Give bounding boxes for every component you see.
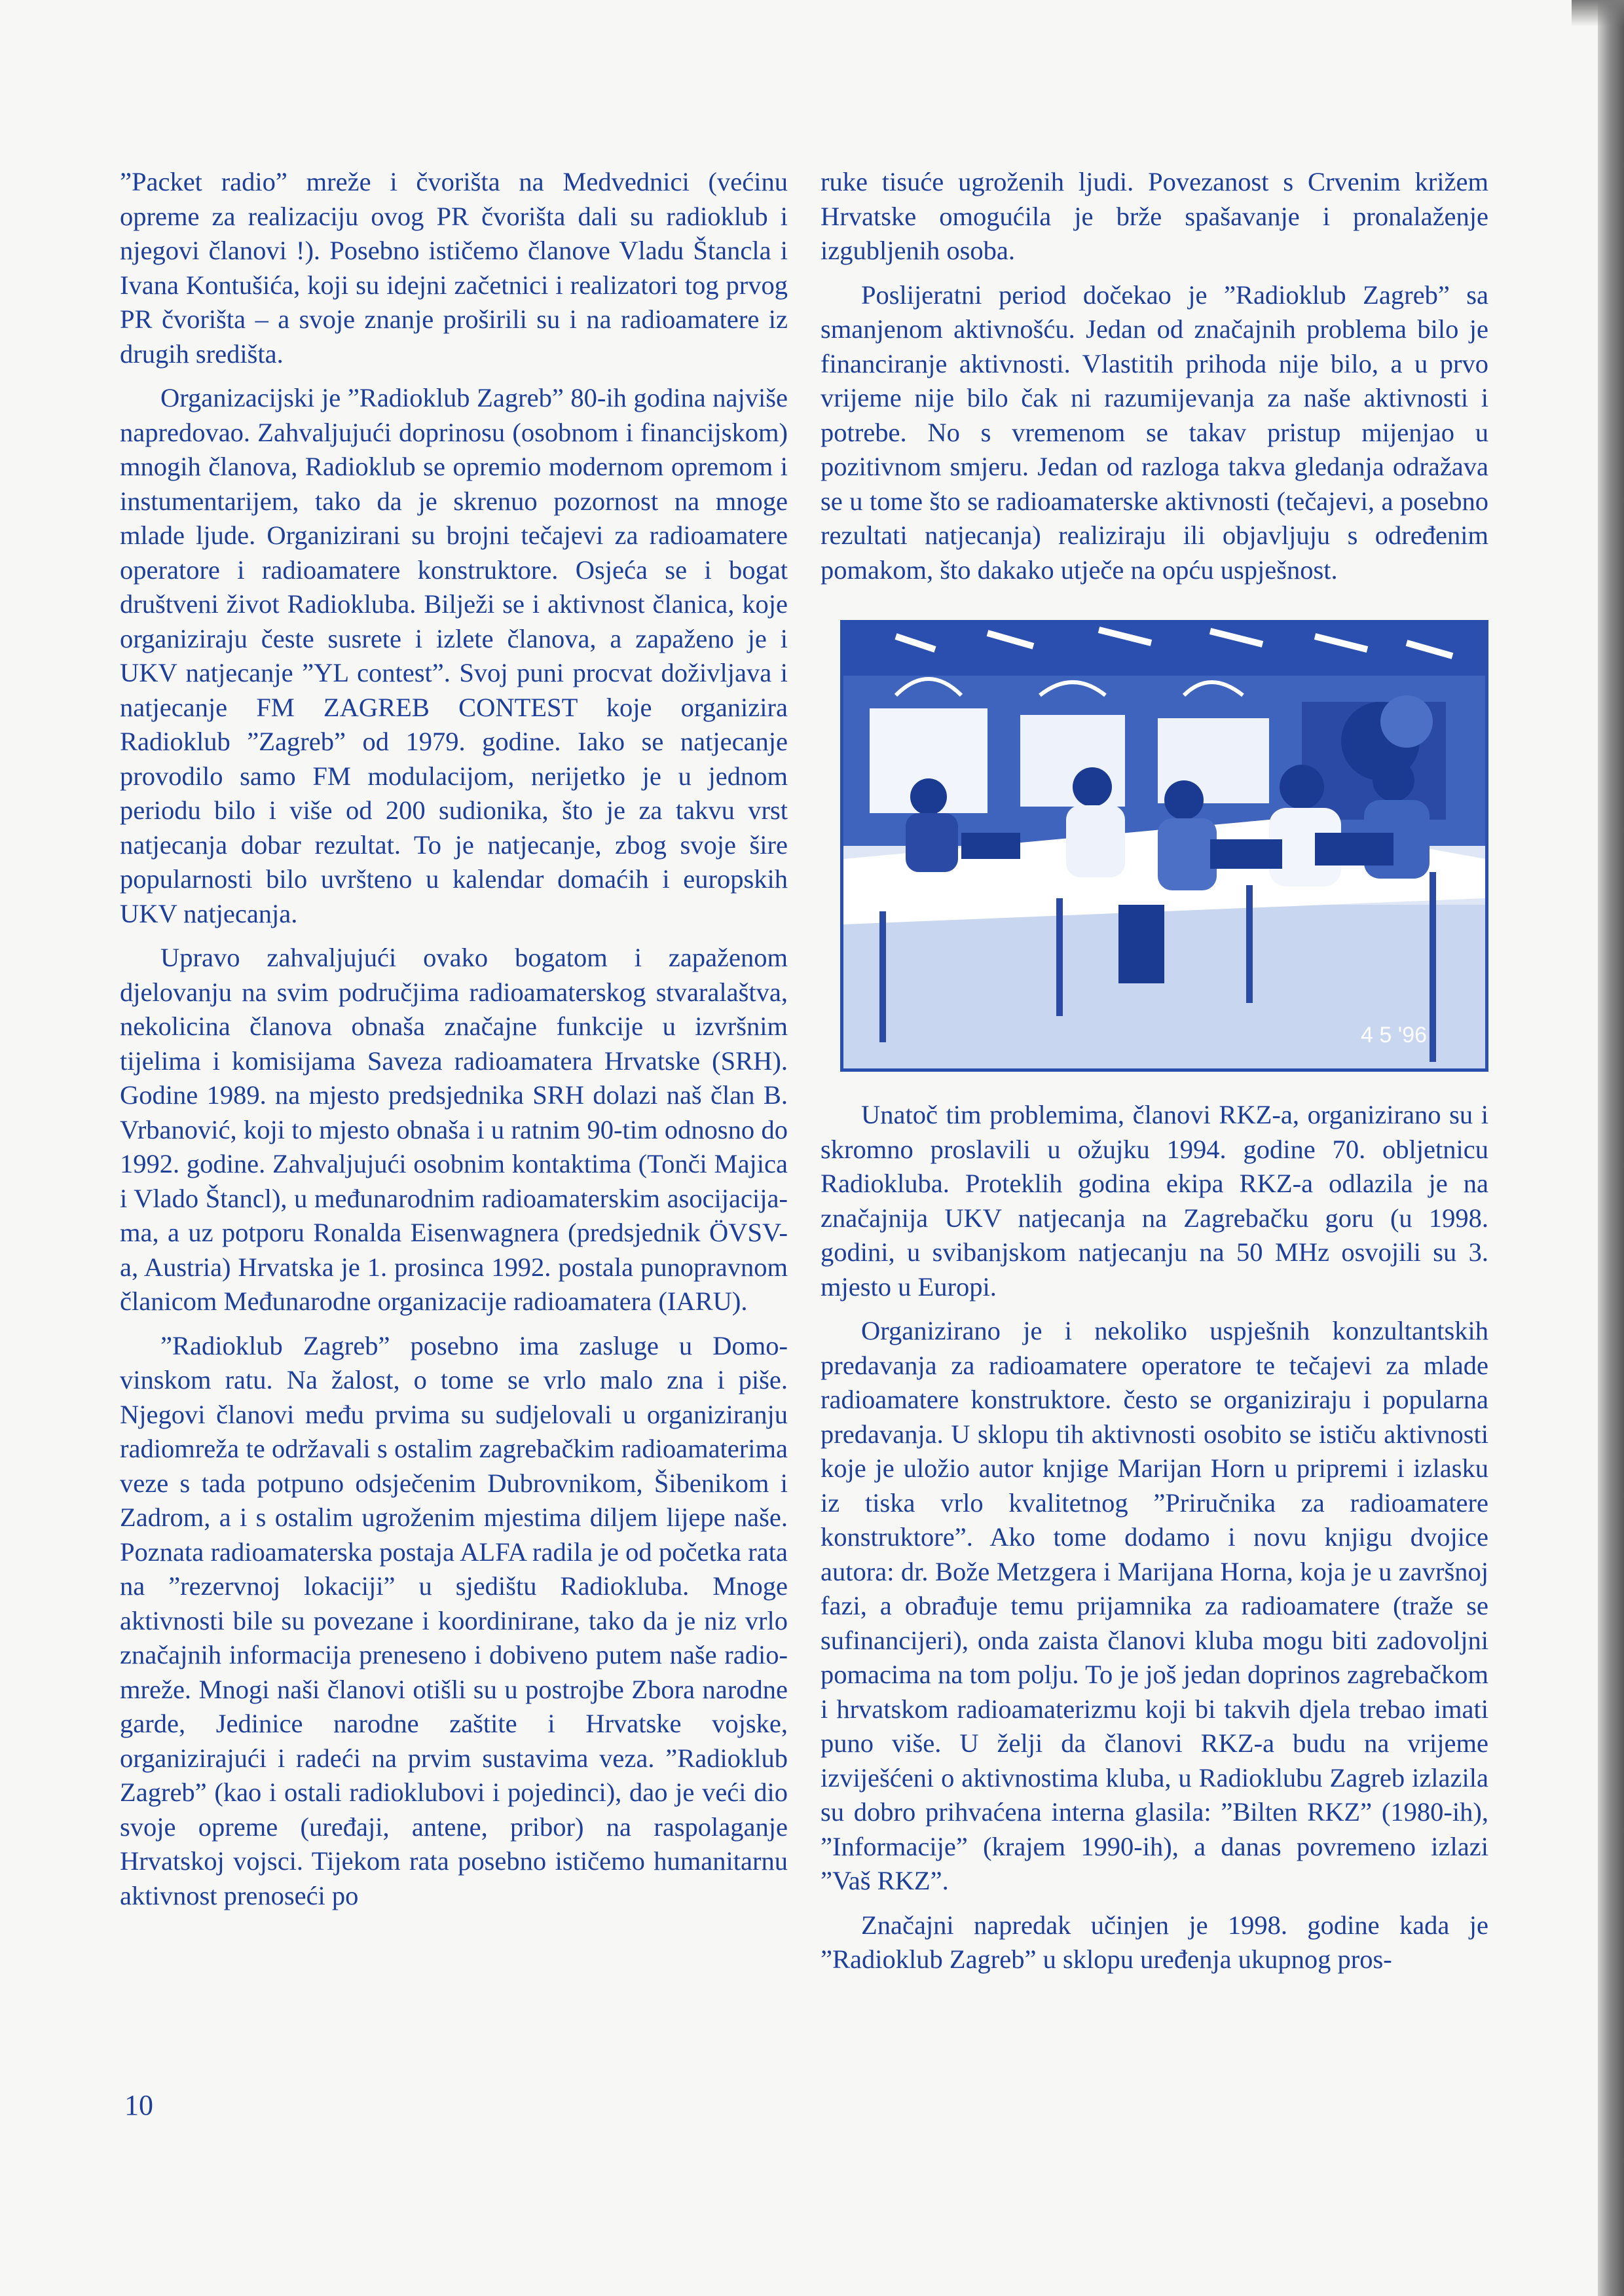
page-edge-shadow <box>1598 0 1624 2296</box>
person-body <box>1066 805 1125 877</box>
paragraph: Značajni napredak učinjen je 1998. godine kada je ”Radioklub Zagreb” u sklopu uređenja ukupnog pros- <box>821 1910 1488 1974</box>
paragraph: Organizirano je i nekoliko uspješnih konzultantskih predavanja za radioamatere operatore te tečajevi za mlade radioamatere konstruktore. često se organiziraju i popularna predavanja. U sklopu tih aktivnosti osobito se ističu aktivnosti koje je uložio autor knjige Marijan Horn u pripremi i izlasku iz tiska vrlo kvalitetnog ”Priručnika za radioamatere konstruktore”. Ako tome dodamo i novu knjigu dvojice autora: dr. Bože Metzgera i Marijana Horna, koja je u završnoj fazi, a obrađuje temu prijamnika za radioamatere (traže se sufinancijeri), onda zaista članovi kluba mogu biti zadovoljni pomacima na tom polju. To je još jedan doprinos zagrebačkom i hrvatskom radioamaterizmu koji bi takvih djela trebao imati puno više. U želji da članovi RKZ-a budu na vrijeme izviješćeni o aktivnostima kluba, u Radioklubu Zagreb izlazila su dobro prihvaćena interna glasila: ”Bilten RKZ” (1980-ih), ”Informacije” (krajem 1990-ih), a danas povremeno izlazi ”Vaš RKZ”. <box>821 1316 1488 1895</box>
ceiling <box>843 623 1485 676</box>
radio-equipment <box>961 833 1020 859</box>
right-text-column <box>821 165 1488 1987</box>
page-corner-shadow <box>1572 0 1624 26</box>
radio-club-photo <box>840 620 1488 1072</box>
person-head <box>1373 759 1414 801</box>
paragraph: ”Packet radio” mreže i čvorišta na Medvednici (većinu opreme za realizaciju ovog PR čvorišta dali su radioklub i njegovi članovi !). Posebno ističemo članove Vladu Štancla i Ivana Kontušića, koji su idejni začetnici i realizatori tog prvog PR čvorišta – a svoje znanje proširili su i na radioamatere iz drugih središta. <box>120 167 788 369</box>
photo-block <box>821 620 1488 1072</box>
paragraph: ”Radioklub Zagreb” posebno ima zasluge u Domovinskom ratu. Na žalost, o tome se vrlo malo zna i piše. Njegovi članovi među prvima su sudjelovali u organiziranju radiomreža te održavali s ostalim zagrebačkim radioamaterima veze s tada potpuno odsječenim Dubrovnikom, Šibenikom i Zadrom, a i s ostalim ugroženim mjestima diljem lijepe naše. Poznata radioamaterska postaja ALFA radila je od početka rata na ”rezervnoj lokaciji” u sjedištu Radiokluba. Mnoge aktivnosti bile su povezane i koordinirane, tako da je niz vrlo značajnih informacija preneseno i dobiveno putem naše radiomreže. Mnogi naši članovi otišli su u postrojbe Zbora narodne garde, Jedinice narodne zaštite i Hrvatske vojske, organizirajući i radeći na prvim sustavima veza. ”Radioklub Zagreb” (kao i ostali radioklubovi i pojedinci), dao je veći dio svoje opreme (uređaji, antene, pribor) na raspolaganje Hrvatskoj vojsci. Tijekom rata posebno ističemo humanitarnu aktivnost prenoseći po <box>120 1330 788 1910</box>
person-body <box>906 813 958 872</box>
person-head <box>1073 767 1112 807</box>
person-head <box>910 778 947 815</box>
left-text-column <box>120 165 788 1923</box>
page-number: 10 <box>124 2089 153 2121</box>
person-head <box>1164 780 1204 820</box>
radio-equipment <box>1210 839 1282 869</box>
paragraph: Organizacijski je ”Radioklub Zagreb” 80-ih godina najviše napredovao. Zahvaljujući doprinosu (osobnom i financijskom) mnogih članova, Radioklub se opremio modernom opremom i instumentarijem, tako da je skrenuo pozornost na mnoge mlade ljude. Organizirani su brojni tečajevi za radioamatere operatore i radioamatere konstruktore. Osjeća se i bogat društveni život Radiokluba. Bilježi se i aktivnost članica, koje organiziraju česte susrete i izlete članova, a zapaženo je i UKV natjecanje ”YL contest”. Svoj puni procvat doživljava i natjecanje FM ZAGREB CONTEST koje organizira Radioklub ”Zagreb” od 1979. godine. Iako se natjecanje provodilo samo FM modulacijom, nerijetko je u jednom periodu bilo i više od 200 sudionika, što je za takvu vrst natjecanja dobar rezultat. To je natjecanje, zbog svoje šire popularnosti bilo uvršteno u kalendar domaćih i europskih UKV natjecanja. <box>120 383 788 928</box>
photo-date-stamp: 4 5 '96 <box>1361 1023 1428 1048</box>
plant <box>1380 695 1433 748</box>
photo-illustration <box>843 623 1485 1068</box>
paragraph: Unatoč tim problemima, članovi RKZ-a, organizirano su i skromno proslavili u ožujku 1994. godine 70. obljetnicu Radiokluba. Proteklih godina ekipa RKZ-a odlazila je na značajnija UKV natjecanja na Zagrebačku goru (u 1998. godini, u svibanjskom natjecanju na 50 MHz osvojili su 3. mjesto u Europi. <box>821 1100 1488 1302</box>
paragraph: Upravo zahvaljujući ovako bogatom i zapaženom djelovanju na svim područjima radioamaterskog stvaralaštva, nekolicina članova obnaša značajne funkcije u izvršnim tijelima i komisijama Saveza radioamatera Hrvatske (SRH). Godine 1989. na mjesto predsjednika SRH dolazi naš član B. Vrbanović, koji to mjesto obnaša i u ratnim 90-tim odnosno do 1992. godine. Zahvaljujući osobnim kontaktima (Tonči Majica i Vlado Štancl), u međunarodnim radioamaterskim asocijacijama, a uz potporu Ronalda Eisenwagnera (predsjednik ÖVSV-a, Austria) Hrvatska je 1. prosinca 1992. postala punopravnom članicom Međunarodne organizacije radioamatera (IARU). <box>120 943 788 1316</box>
paragraph: Poslijeratni period dočekao je ”Radioklub Zagreb” sa smanjenom aktivnošću. Jedan od značajnih problema bilo je financiranje aktivnosti. Vlastitih prihoda nije bilo, a u prvo vrijeme nije bilo čak ni razumijevanja za naše aktivnosti i potrebe. No s vremenom se takav pristup mijenjao u pozitivnom smjeru. Jedan od razloga takva gledanja odražava se u tome što se radioamaterske aktivnosti (tečajevi, a posebno rezultati natjecanja) realiziraju ili objavljuju s određenim pomakom, što dakako utječe na opću uspješnost. <box>821 280 1488 585</box>
paragraph: ruke tisuće ugroženih ljudi. Povezanost s Crvenim križem Hrvatske omogućila je brže spašavanje i pronalaženje izgubljenih osoba. <box>821 167 1488 265</box>
radio-equipment <box>1315 833 1393 866</box>
person-body <box>1158 818 1217 890</box>
person-head <box>1280 765 1324 809</box>
chair <box>1118 905 1164 983</box>
